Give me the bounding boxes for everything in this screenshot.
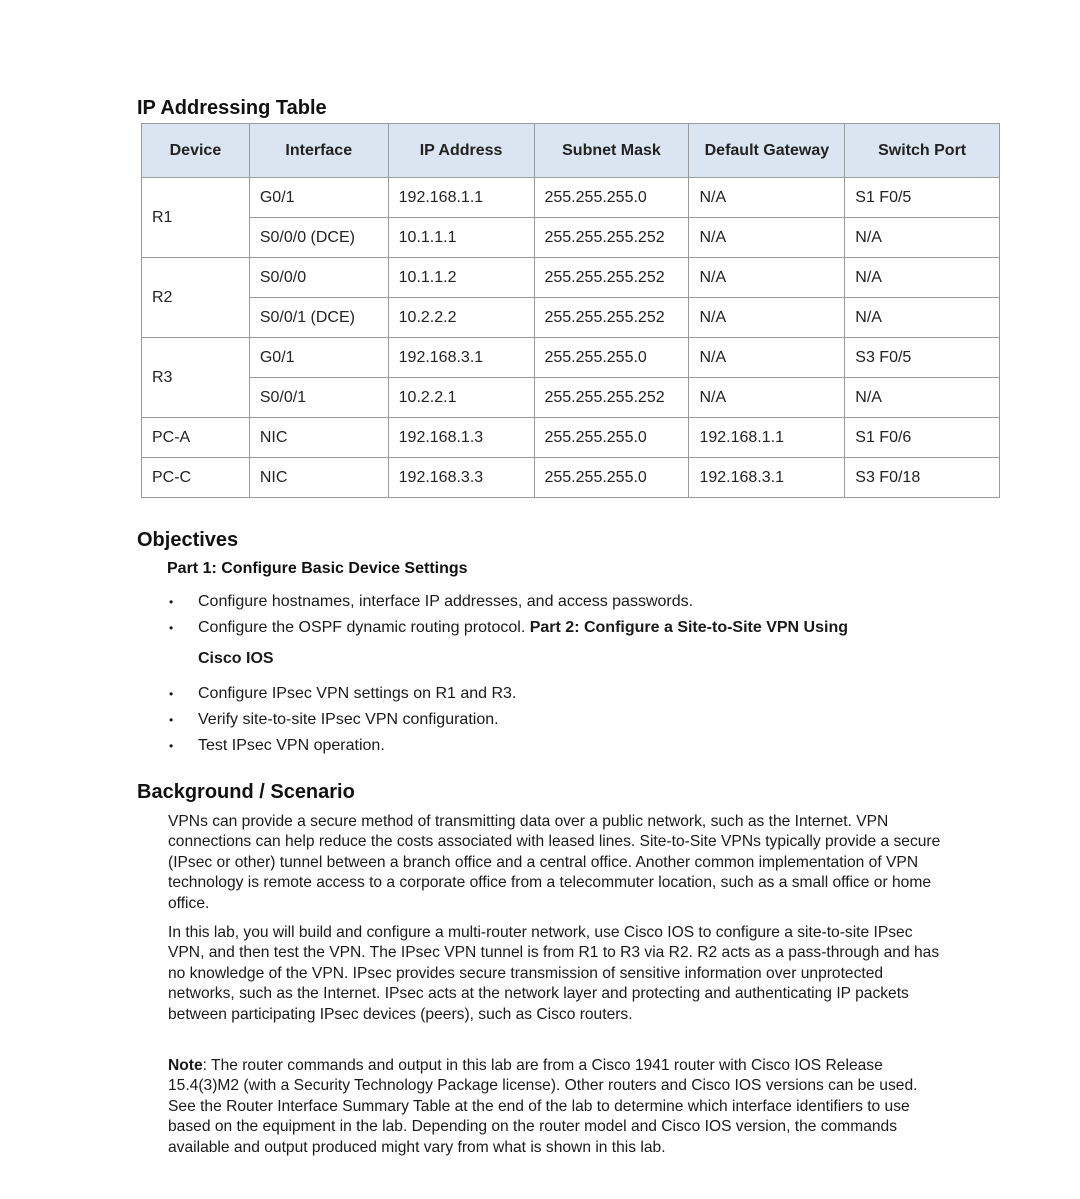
table-row [142, 418, 1000, 458]
ip-cell: 10.1.1.2 [388, 258, 534, 298]
list-item [167, 707, 516, 733]
ip-table-title: IP Addressing Table [137, 97, 327, 119]
gateway-cell: N/A [689, 298, 845, 338]
device-cell: PC-C [142, 458, 250, 498]
port-cell: S3 F0/18 [845, 458, 1000, 498]
gateway-cell: N/A [689, 218, 845, 258]
bullet-icon: • [169, 687, 174, 701]
table-header-row [142, 124, 1000, 178]
ip-addressing-table [141, 123, 1000, 498]
mask-cell: 255.255.255.0 [534, 178, 689, 218]
ip-cell: 192.168.3.1 [388, 338, 534, 378]
ip-cell: 10.2.2.2 [388, 298, 534, 338]
gateway-cell: N/A [689, 178, 845, 218]
objective-text: Configure the OSPF dynamic routing protocol. [198, 619, 526, 636]
gateway-cell: 192.168.1.1 [689, 418, 845, 458]
header-subnet-mask: Subnet Mask [534, 124, 689, 178]
objectives-title: Objectives [137, 529, 239, 551]
list-item [167, 615, 848, 641]
part2-objectives-list [167, 681, 516, 759]
gateway-cell: N/A [689, 338, 845, 378]
part1-title: Part 1: Configure Basic Device Settings [167, 560, 468, 577]
port-cell: S3 F0/5 [845, 338, 1000, 378]
bullet-icon: • [169, 621, 174, 635]
interface-cell: S0/0/1 [249, 378, 388, 418]
header-default-gateway: Default Gateway [689, 124, 845, 178]
ip-cell: 10.2.2.1 [388, 378, 534, 418]
table-row [142, 178, 1000, 218]
objective-text: Configure hostnames, interface IP addresses, and access passwords. [198, 593, 694, 610]
bullet-icon: • [169, 739, 174, 753]
ip-cell: 192.168.1.1 [388, 178, 534, 218]
port-cell: N/A [845, 218, 1000, 258]
background-title: Background / Scenario [137, 781, 355, 803]
objective-text: Test IPsec VPN operation. [198, 737, 385, 754]
mask-cell: 255.255.255.0 [534, 418, 689, 458]
part2-title: Part 2: Configure a Site-to-Site VPN Using [529, 619, 848, 636]
objective-text: Configure IPsec VPN settings on R1 and R3. [198, 685, 517, 702]
mask-cell: 255.255.255.252 [534, 258, 689, 298]
note-label: Note [168, 1057, 203, 1074]
objective-text: Verify site-to-site IPsec VPN configuration. [198, 711, 499, 728]
bullet-icon: • [169, 713, 174, 727]
mask-cell: 255.255.255.252 [534, 218, 689, 258]
header-ip-address: IP Address [388, 124, 534, 178]
table-row [142, 218, 1000, 258]
background-paragraph-2: In this lab, you will build and configure a multi-router network, use Cisco IOS to configure a site-to-site IPsec VPN, and then test the VPN. The IPsec VPN tunnel is from R1 to R3 via R2. R2 acts as a pass-through and has no knowledge of the VPN. IPsec provides secure transmission of sensitive information over unprotected networks, such as the Internet. IPsec acts at the network layer and protecting and authenticating IP packets between participating IPsec devices (peers), such as Cisco routers. [168, 924, 940, 1023]
port-cell: N/A [845, 298, 1000, 338]
ip-cell: 10.1.1.1 [388, 218, 534, 258]
background-paragraph-1: VPNs can provide a secure method of transmitting data over a public network, such as the Internet. VPN connections can help reduce the costs associated with leased lines. Site-to-Site VPNs typically provide a secure (IPsec or other) tunnel between a branch office and a central office. Another common implementation of VPN technology is remote access to a corporate office from a telecommuter location, such as a small office or home office. [168, 813, 941, 912]
table-row [142, 298, 1000, 338]
port-cell: N/A [845, 378, 1000, 418]
note-text: : The router commands and output in this lab are from a Cisco 1941 router with Cisco IOS Release 15.4(3)M2 (with a Security Technology Package license). Other routers and Cisco IOS versions can be used. See the Router Interface Summary Table at the end of the lab to determine which interface identifiers to use based on the equipment in the lab. Depending on the router model and Cisco IOS version, the commands available and output produced might vary from what is shown in this lab. [168, 1057, 918, 1156]
part2-title-continued: Cisco IOS [198, 650, 274, 667]
interface-cell: NIC [249, 418, 388, 458]
mask-cell: 255.255.255.0 [534, 338, 689, 378]
device-cell: R3 [142, 338, 250, 418]
mask-cell: 255.255.255.252 [534, 378, 689, 418]
header-switch-port: Switch Port [845, 124, 1000, 178]
header-device: Device [142, 124, 250, 178]
list-item [167, 589, 848, 615]
port-cell: S1 F0/5 [845, 178, 1000, 218]
interface-cell: S0/0/1 (DCE) [249, 298, 388, 338]
top-bar [0, 0, 1080, 10]
port-cell: S1 F0/6 [845, 418, 1000, 458]
list-item [167, 681, 516, 707]
mask-cell: 255.255.255.252 [534, 298, 689, 338]
table-row [142, 378, 1000, 418]
bullet-icon: • [169, 595, 174, 609]
gateway-cell: 192.168.3.1 [689, 458, 845, 498]
part1-objectives-list [167, 589, 848, 641]
device-cell: PC-A [142, 418, 250, 458]
device-cell: R2 [142, 258, 250, 338]
port-cell: N/A [845, 258, 1000, 298]
interface-cell: S0/0/0 [249, 258, 388, 298]
ip-cell: 192.168.3.3 [388, 458, 534, 498]
list-item [167, 733, 516, 759]
interface-cell: NIC [249, 458, 388, 498]
device-cell: R1 [142, 178, 250, 258]
gateway-cell: N/A [689, 378, 845, 418]
note-paragraph [168, 1056, 948, 1158]
gateway-cell: N/A [689, 258, 845, 298]
ip-cell: 192.168.1.3 [388, 418, 534, 458]
table-row [142, 258, 1000, 298]
interface-cell: G0/1 [249, 178, 388, 218]
interface-cell: G0/1 [249, 338, 388, 378]
header-interface: Interface [249, 124, 388, 178]
table-row [142, 458, 1000, 498]
interface-cell: S0/0/0 (DCE) [249, 218, 388, 258]
mask-cell: 255.255.255.0 [534, 458, 689, 498]
table-row [142, 338, 1000, 378]
